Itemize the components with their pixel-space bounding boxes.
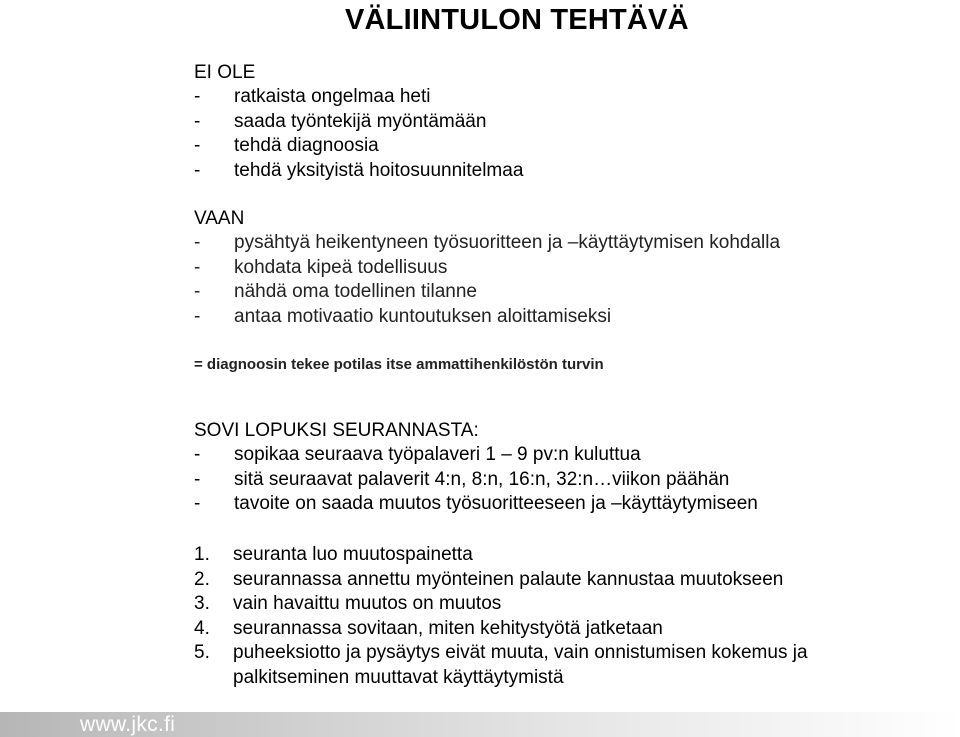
numbered-list: [194, 543, 873, 690]
section-ei-ole: [194, 61, 523, 183]
bullet-marker: -: [194, 305, 201, 327]
numbered-item: 1. seuranta luo muutospainetta: [194, 543, 873, 568]
page-title: VÄLIINTULON TEHTÄVÄ: [345, 4, 689, 36]
list-item: - tavoite on saada muutos työsuoritteeseen ja –käyttäytymiseen: [194, 492, 758, 517]
bullet-marker: -: [194, 86, 201, 107]
section-sovi: [194, 419, 758, 517]
list-item: - tehdä yksityistä hoitosuunnitelmaa: [194, 159, 523, 184]
numbered-item: 5. puheeksiotto ja pysäytys eivät muuta, vain onnistumisen kokemus ja palkitseminen muuttavat käyttäytymistä: [194, 641, 873, 690]
list-item: - nähdä oma todellinen tilanne: [194, 280, 780, 305]
item-number: 3.: [194, 593, 210, 614]
diagnosis-note: = diagnoosin tekee potilas itse ammattihenkilöstön turvin: [194, 356, 604, 373]
numbered-item: 2. seurannassa annettu myönteinen palaute kannustaa muutokseen: [194, 568, 873, 593]
bullet-marker: -: [194, 256, 201, 278]
numbered-item: 4. seurannassa sovitaan, miten kehitystyötä jatketaan: [194, 617, 873, 642]
bullet-marker: -: [194, 110, 201, 132]
section-heading-vaan: VAAN: [194, 208, 245, 229]
item-number: 4.: [194, 617, 210, 639]
list-item: - sitä seuraavat palaverit 4:n, 8:n, 16:n, 32:n…viikon päähän: [194, 468, 758, 493]
footer-band: [0, 712, 960, 737]
item-number: 1.: [194, 544, 210, 565]
section-heading-sovi: SOVI LOPUKSI SEURANNASTA:: [194, 420, 479, 441]
list-item: - kohdata kipeä todellisuus: [194, 256, 780, 281]
list-item: - tehdä diagnoosia: [194, 134, 523, 159]
bullet-marker: -: [194, 493, 201, 514]
bullet-marker: -: [194, 444, 201, 465]
footer-url: www.jkc.fi: [80, 713, 176, 736]
bullet-marker: -: [194, 232, 201, 253]
numbered-item: 3. vain havaittu muutos on muutos: [194, 592, 873, 617]
bullet-marker: -: [194, 135, 201, 156]
list-item: - saada työntekijä myöntämään: [194, 110, 523, 135]
section-vaan: [194, 207, 780, 329]
list-item: - ratkaista ongelmaa heti: [194, 85, 523, 110]
list-item: - sopikaa seuraava työpalaveri 1 – 9 pv:n kuluttua: [194, 443, 758, 468]
list-item: - antaa motivaatio kuntoutuksen aloittamiseksi: [194, 305, 780, 330]
list-item: - pysähtyä heikentyneen työsuoritteen ja –käyttäytymisen kohdalla: [194, 231, 780, 256]
item-number: 2.: [194, 568, 210, 590]
item-number: 5.: [194, 642, 210, 663]
bullet-marker: -: [194, 159, 201, 181]
section-heading-ei-ole: EI OLE: [194, 62, 256, 83]
bullet-marker: -: [194, 281, 201, 302]
bullet-marker: -: [194, 468, 201, 490]
